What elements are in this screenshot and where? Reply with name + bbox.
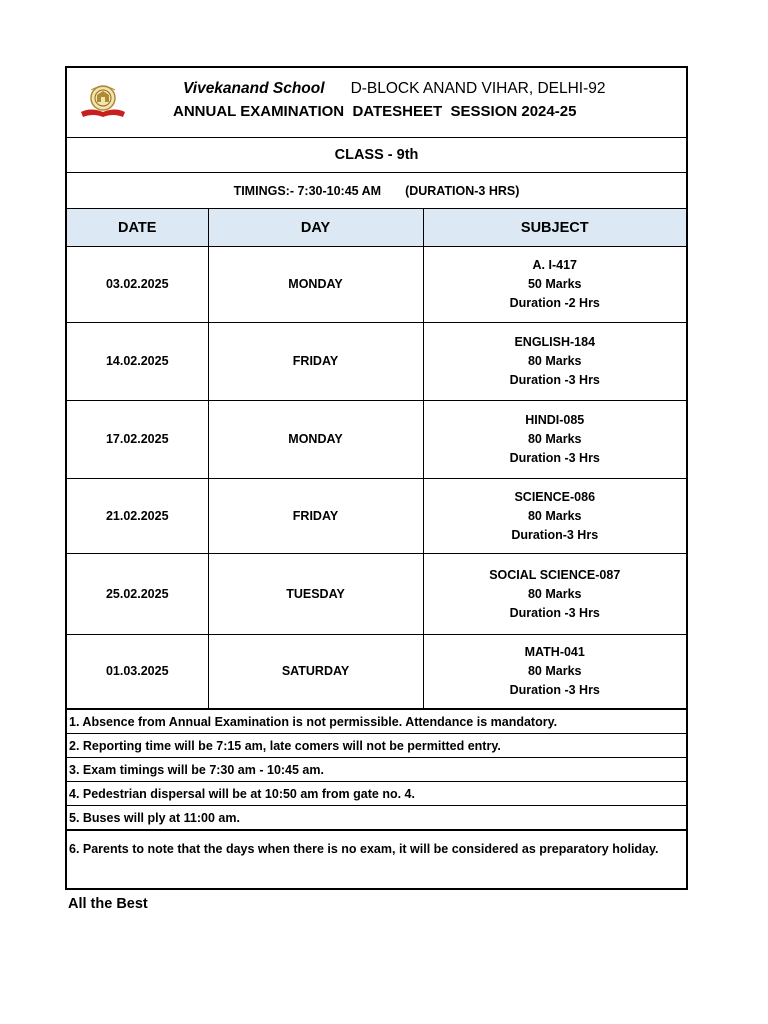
exam-subject [423,554,686,635]
exam-subject [423,323,686,401]
sheet-header [67,68,686,138]
subject-marks: 80 Marks [527,664,582,678]
exam-subject [423,247,686,323]
school-address: D-BLOCK ANAND VIHAR, DELHI-92 [350,80,606,97]
datesheet-table [67,209,686,709]
page-title: ANNUAL EXAMINATION DATESHEET SESSION 2024-25 [173,103,577,120]
exam-date: 03.02.2025 [67,247,208,323]
exam-day: FRIDAY [208,323,423,401]
closing-text: All the Best [68,896,148,912]
table-row [67,554,686,635]
instruction-note: 6. Parents to note that the days when there is no exam, it will be considered as preparatory holiday. [67,829,686,888]
exam-date: 21.02.2025 [67,479,208,554]
column-header-day: DAY [208,209,423,247]
instruction-note: 1. Absence from Annual Examination is not permissible. Attendance is mandatory. [67,709,686,733]
table-header-row [67,209,686,247]
exam-date: 17.02.2025 [67,401,208,479]
exam-date: 25.02.2025 [67,554,208,635]
table-row [67,635,686,709]
instruction-note: 3. Exam timings will be 7:30 am - 10:45 am. [67,757,686,781]
subject-duration: Duration-3 Hrs [511,527,599,542]
column-header-date: DATE [67,209,208,247]
exam-day: SATURDAY [208,635,423,709]
instruction-note: 5. Buses will ply at 11:00 am. [67,805,686,829]
subject-name: A. I-417 [532,258,577,272]
table-row [67,247,686,323]
column-header-subject: SUBJECT [423,209,686,247]
exam-day: MONDAY [208,401,423,479]
class-label: CLASS - 9th [67,138,686,173]
instruction-note: 2. Reporting time will be 7:15 am, late comers will not be permitted entry. [67,733,686,757]
table-row [67,323,686,401]
exam-subject [423,479,686,554]
subject-marks: 80 Marks [527,586,582,601]
subject-name: SCIENCE-086 [514,489,596,504]
exam-day: FRIDAY [208,479,423,554]
subject-duration: Duration -3 Hrs [509,451,600,465]
subject-duration: Duration -3 Hrs [509,605,600,620]
school-emblem-icon [77,82,129,120]
timings-text: TIMINGS:- 7:30-10:45 AM [233,183,382,198]
subject-marks: 50 Marks [527,277,582,291]
exam-subject [423,401,686,479]
exam-date: 14.02.2025 [67,323,208,401]
exam-subject [423,635,686,709]
exam-date: 01.03.2025 [67,635,208,709]
school-line [183,80,606,98]
subject-name: SOCIAL SCIENCE-087 [489,567,621,582]
subject-duration: Duration -3 Hrs [509,683,600,697]
timings-row [67,173,686,209]
datesheet [65,66,688,890]
exam-day: MONDAY [208,247,423,323]
subject-marks: 80 Marks [527,432,582,446]
exam-day: TUESDAY [208,554,423,635]
subject-duration: Duration -3 Hrs [509,373,600,387]
instruction-note: 4. Pedestrian dispersal will be at 10:50 am from gate no. 4. [67,781,686,805]
subject-marks: 80 Marks [527,508,582,523]
subject-marks: 80 Marks [527,354,582,368]
duration-text: (DURATION-3 HRS) [405,183,520,198]
table-row [67,479,686,554]
table-row [67,401,686,479]
subject-duration: Duration -2 Hrs [509,296,600,310]
school-name: Vivekanand School [183,80,325,97]
subject-name: ENGLISH-184 [514,335,596,349]
subject-name: MATH-041 [524,645,585,659]
subject-name: HINDI-085 [525,413,585,427]
